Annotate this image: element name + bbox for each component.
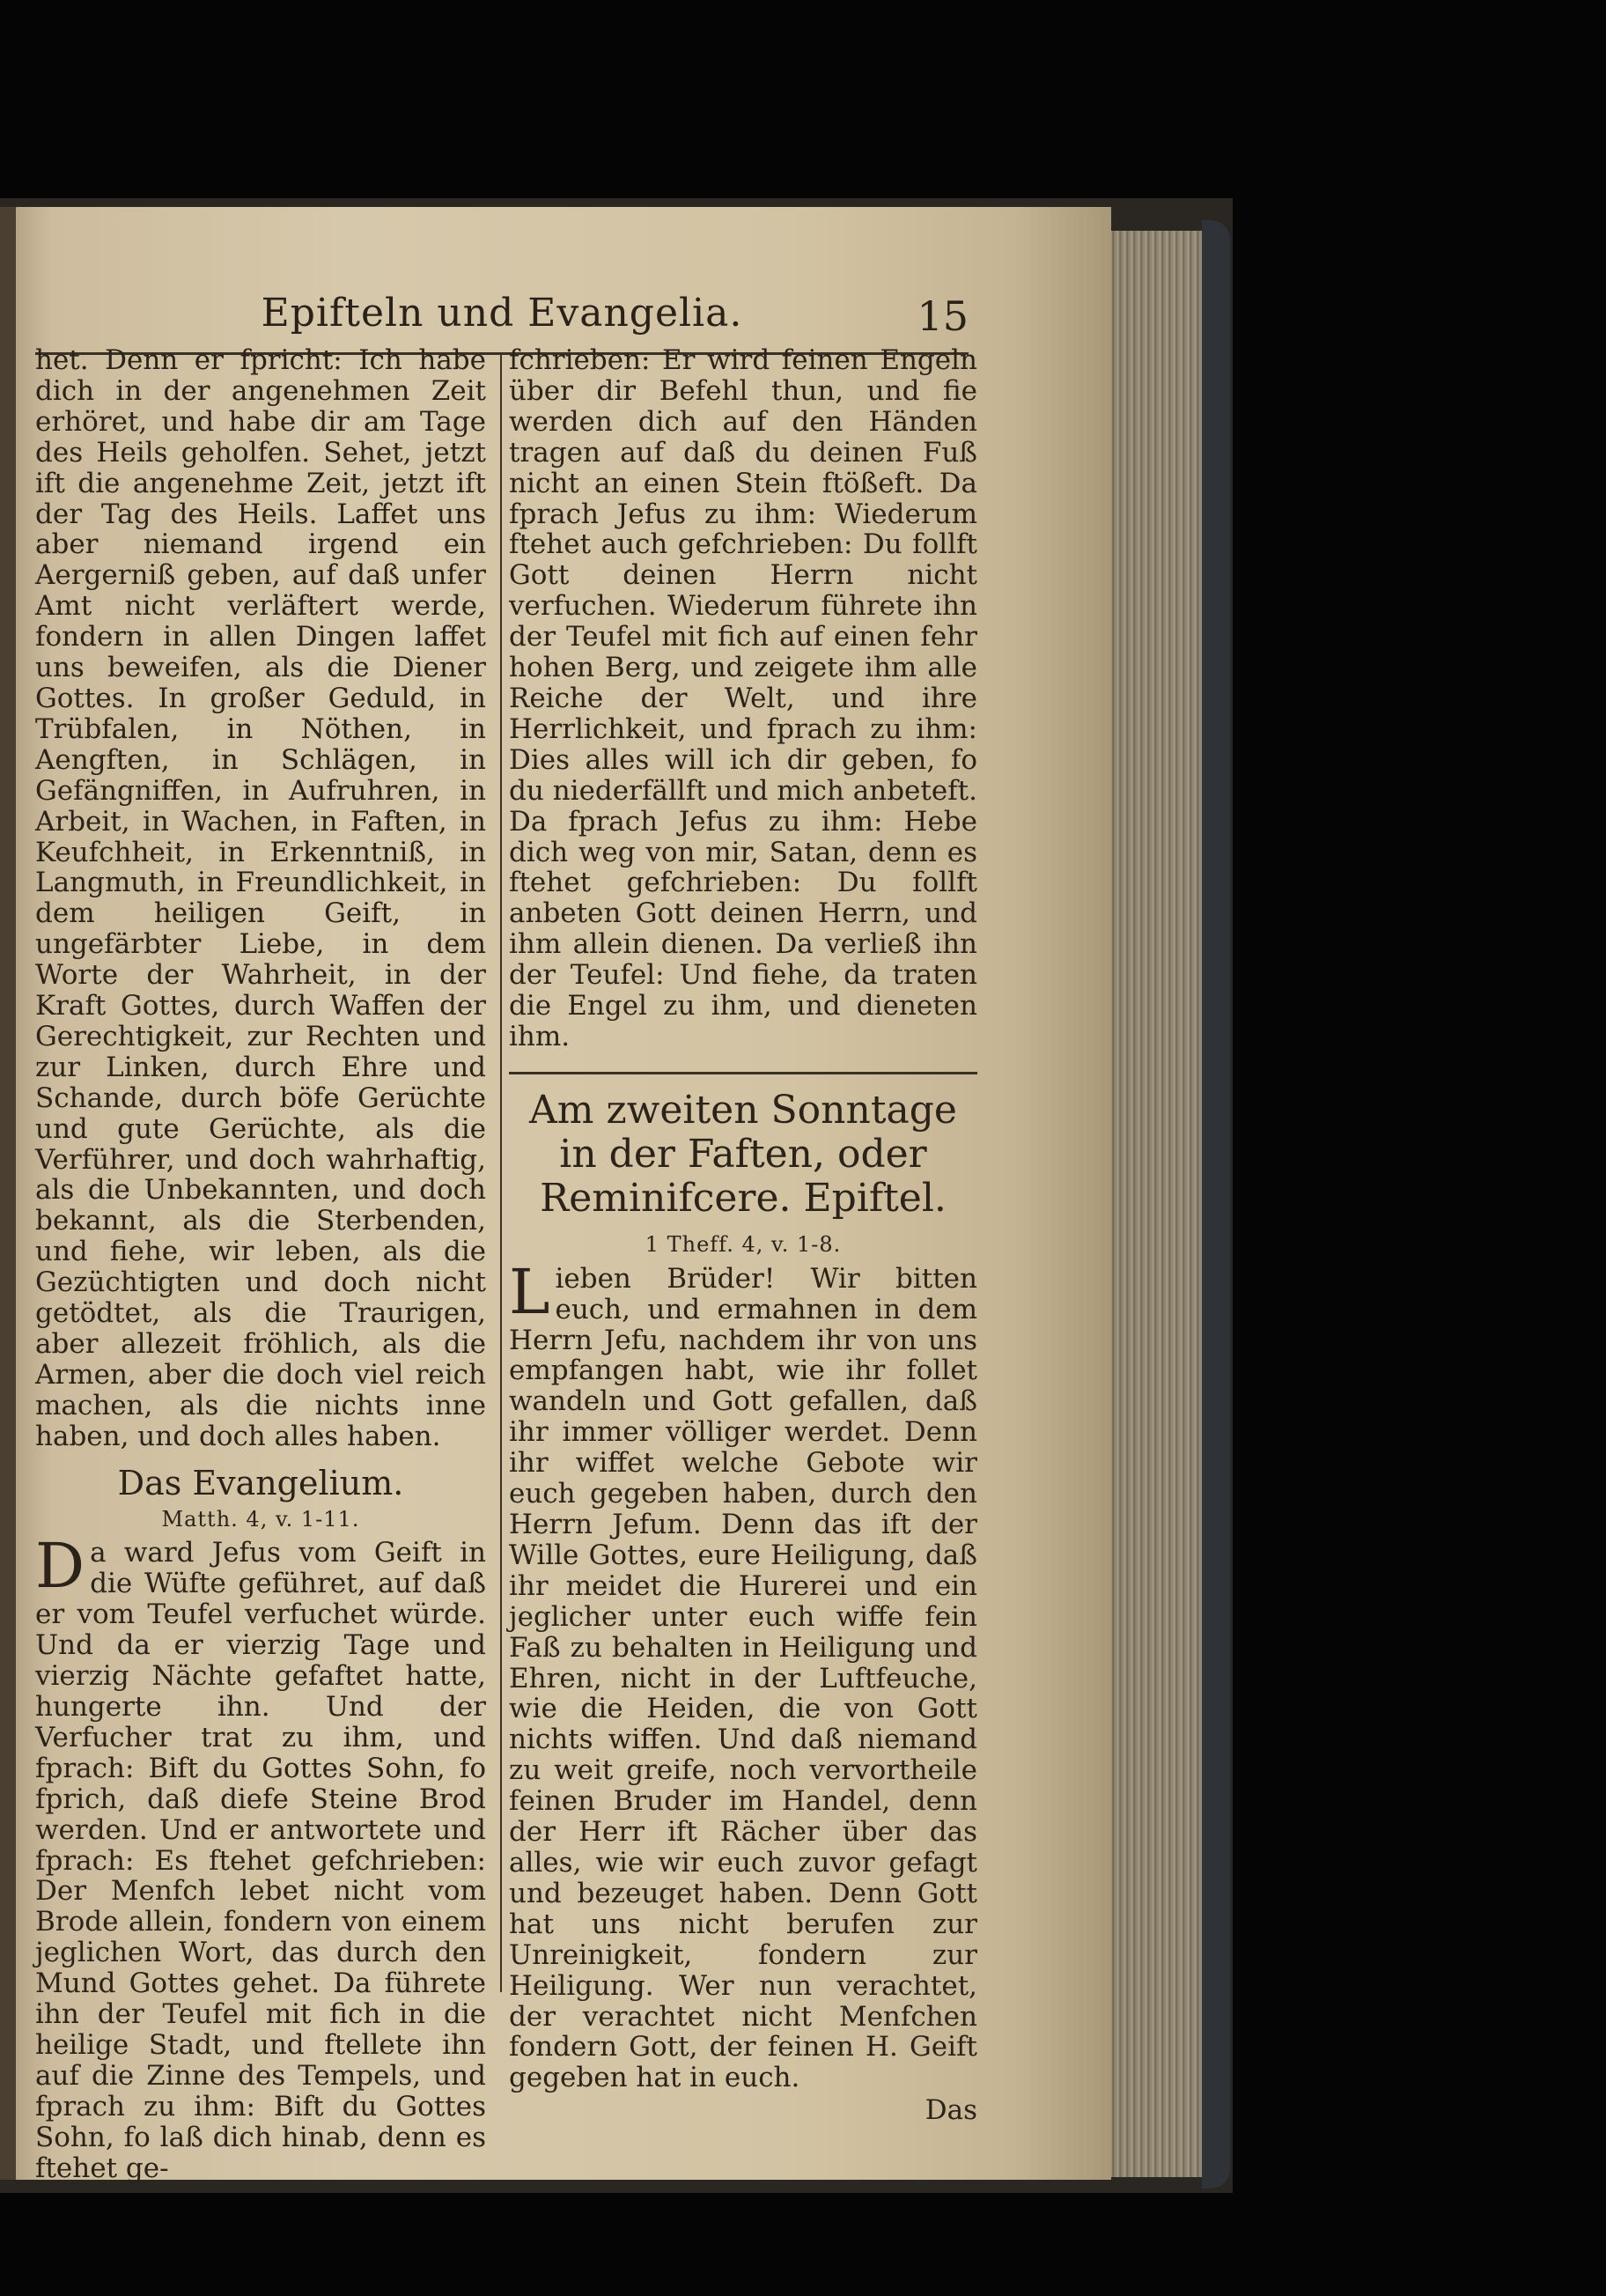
- book-cover: [1202, 220, 1230, 2189]
- gospel-text: a ward Jefus vom Geift in die Wüfte geführet, auf daß er vom Teufel verfuchet würde. Und da er vierzig Tage und vierzig Nächte gefaftet hatte, hungerte ihn. Und der Verfucher trat zu ihm, und fprach: Bift du Gottes Sohn, fo fprich, daß diefe Steine Brod werden. Und er antwortete und fprach: Es ftehet gefchrieben: Der Menfch lebet nicht vom Brode allein, fondern von einem jeglichen Wort, das durch den Mund Gottes gehet. Da führete ihn der Teufel mit fich in die heilige Stadt, und ftellete ihn auf die Zinne des Tempels, und fprach zu ihm: Bift du Gottes Sohn, fo laß dich hinab, denn es ftehet ge-: [35, 1537, 486, 2184]
- catchword: Das: [925, 2094, 977, 2127]
- gospel-citation: Matth. 4, v. 1-11.: [161, 1506, 360, 1532]
- epistle-continuation: het. Denn er fpricht: Ich habe dich in der angenehmen Zeit erhöret, und habe dir am Tage des Heils geholfen. Sehet, jetzt ift die angenehme Zeit, jetzt ift der Tag des Heils. Laffet uns aber niemand irgend ein Aergerniß geben, auf daß unfer Amt nicht verläftert werde, fondern in allen Dingen laffet uns beweifen, als die Diener Gottes. In großer Geduld, in Trübfalen, in Nöthen, in Aengften, in Schlägen, in Gefängniffen, in Aufruhren, in Arbeit, in Wachen, in Faften, in Keufchheit, in Erkenntniß, in Langmuth, in Freundlichkeit, in dem heiligen Geift, in ungefärbter Liebe, in dem Worte der Wahrheit, in der Kraft Gottes, durch Waffen der Gerechtigkeit, zur Rechten und zur Linken, durch Ehre und Schande, durch böfe Gerüchte und gute Gerüchte, als die Verführer, und doch wahrhaftig, als die Unbekannten, und doch bekannt, als die Sterbenden, und fiehe, wir leben, als die Gezüchtigten und doch nicht getödtet, als die Traurigen, aber allezeit fröhlich, als die Armen, aber die doch viel reich machen, als die nichts inne haben, und doch alles haben.: [35, 344, 486, 1452]
- gospel-heading: Das Evangelium.: [117, 1463, 404, 1502]
- right-column: [500, 345, 977, 2126]
- left-column: [35, 345, 486, 2183]
- epistle-citation: 1 Theff. 4, v. 1-8.: [645, 1231, 842, 1257]
- gospel-paragraph: [35, 1530, 486, 2184]
- sunday-heading: Am zweiten Sonntage in der Faften, oder Reminifcere. Epiftel.: [529, 1087, 957, 1221]
- gospel-continuation: fchrieben: Er wird feinen Engeln über dir Befehl thun, und fie werden dich auf den Händen tragen auf daß du deinen Fuß nicht an einen Stein ftößeft. Da fprach Jefus zu ihm: Wiederum ftehet auch gefchrieben: Du follft Gott deinen Herrn nicht verfuchen. Wiederum führete ihn der Teufel mit fich auf einen fehr hohen Berg, und zeigete ihm alle Reiche der Welt, und ihre Herrlichkeit, und fprach zu ihm: Dies alles will ich dir geben, fo du niederfällft und mich anbeteft. Da fprach Jefus zu ihm: Hebe dich weg von mir, Satan, denn es ftehet gefchrieben: Du follft anbeten Gott deinen Herrn, und ihm allein dienen. Da verließ ihn der Teufel: Und fiehe, da traten die Engel zu ihm, und dieneten ihm.: [509, 344, 977, 1052]
- epistle-text: ieben Brüder! Wir bitten euch, und ermahnen in dem Herrn Jefu, nachdem ihr von uns empfangen habt, wie ihr follet wandeln und Gott gefallen, daß ihr immer völliger werdet. Denn ihr wiffet welche Gebote wir euch gegeben haben, durch den Herrn Jefum. Denn das ift der Wille Gottes, eure Heiligung, daß ihr meidet die Hurerei und ein jeglicher unter euch wiffe fein Faß zu behalten in Heiligung und Ehren, nicht in der Luftfeuche, wie die Heiden, die von Gott nichts wiffen. Und daß niemand zu weit greife, noch vervortheile feinen Bruder im Handel, denn der Herr ift Rächer über das alles, wie wir euch zuvor gefagt und bezeuget haben. Denn Gott hat uns nicht berufen zur Unreinigkeit, fondern zur Heiligung. Wer nun verachtet, der verachtet nicht Menfchen fondern Gott, der feinen H. Geift gegeben hat in euch.: [509, 1262, 977, 2094]
- page-header: [35, 291, 969, 352]
- gospel-initial: D: [35, 1530, 85, 1603]
- running-title: Epifteln und Evangelia.: [261, 291, 743, 336]
- section-rule: [509, 1072, 977, 1074]
- epistle-initial: L: [509, 1255, 550, 1328]
- epistle-paragraph: [509, 1255, 977, 2094]
- page-gutter: [0, 207, 16, 2180]
- page-number: 15: [917, 292, 969, 340]
